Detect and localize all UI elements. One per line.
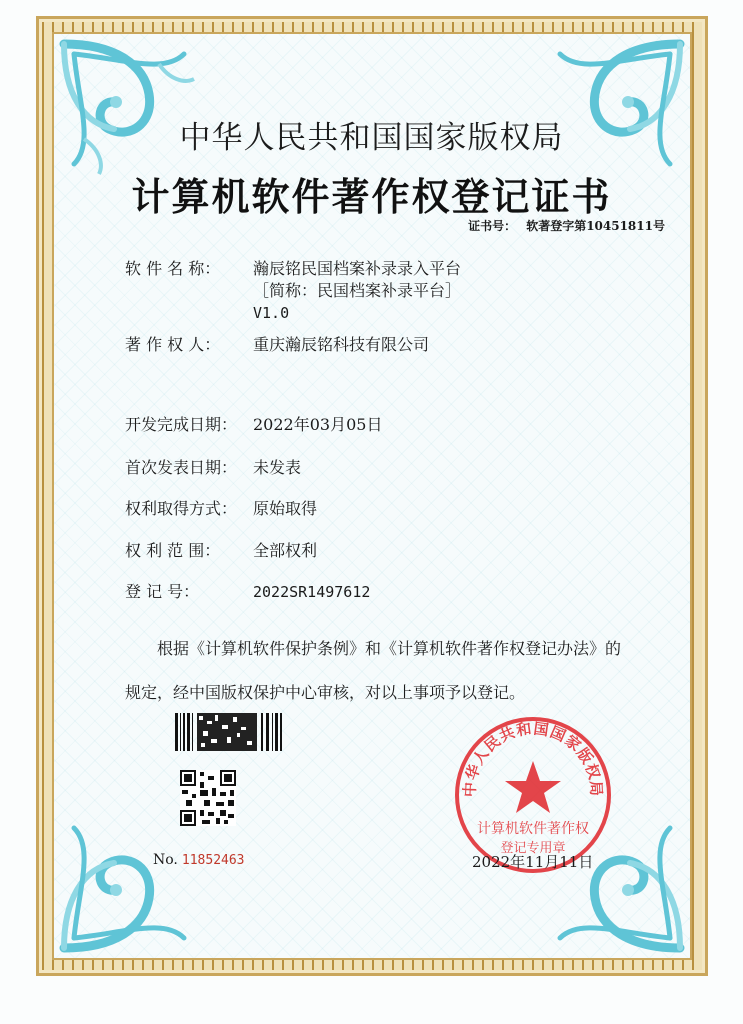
field-key: 开发完成日期： (125, 415, 238, 434)
field-rights-scope (125, 538, 317, 561)
serial-number (153, 852, 245, 868)
certificate-title: 计算机软件著作权登记证书 (131, 174, 612, 219)
qr-code (180, 770, 236, 826)
field-value-group (253, 258, 461, 324)
barcode (175, 713, 283, 751)
field-key: 权 利 范 围： (125, 541, 221, 560)
rights-scope-value: 全部权利 (253, 541, 318, 560)
certificate-number-label: 证书号： (468, 219, 517, 233)
certificate-number (468, 217, 665, 234)
field-key: 软 件 名 称： (125, 259, 221, 278)
software-name-value: 瀚辰铭民国档案补录录入平台 (253, 259, 462, 278)
field-key: 权利取得方式： (125, 499, 238, 518)
copyright-owner-value: 重庆瀚辰铭科技有限公司 (253, 335, 430, 354)
acquisition-method-value: 原始取得 (253, 499, 318, 518)
certificate-number-value: 软著登字第10451811号 (526, 219, 665, 233)
corner-ornament-top-left (54, 34, 204, 184)
field-development-date (125, 412, 382, 435)
software-version-value: V1.0 (253, 304, 290, 322)
field-key: 首次发表日期： (125, 458, 238, 477)
field-acquisition-method (125, 496, 317, 519)
seal-line-2: 登记专用章 (500, 841, 566, 856)
field-first-publish-date (125, 455, 301, 478)
first-publish-date-value: 未发表 (253, 458, 302, 477)
field-registration-number (125, 579, 370, 602)
registration-number-value: 2022SR1497612 (253, 583, 371, 601)
seal-line-1: 计算机软件著作权 (477, 821, 589, 837)
field-key: 著 作 权 人： (125, 335, 221, 354)
field-software-name (125, 258, 461, 324)
issuing-authority: 中华人民共和国国家版权局 (179, 120, 564, 156)
issue-date: 2022年11月11日 (472, 853, 594, 871)
statement-line-1: 根据《计算机软件保护条例》和《计算机软件著作权登记办法》的 (157, 639, 622, 658)
serial-number-value: 11852463 (181, 853, 245, 868)
registration-statement (125, 627, 685, 715)
statement-line-2: 规定，经中国版权保护中心审核，对以上事项予以登记。 (125, 683, 526, 702)
corner-ornament-top-right (540, 34, 690, 184)
development-date-value: 2022年03月05日 (253, 415, 383, 434)
serial-number-label: No. (153, 852, 178, 868)
software-short-name-value: ［简称：民国档案补录平台］ (253, 281, 462, 300)
corner-ornament-bottom-left (54, 808, 204, 958)
seal-outer-text: 中华人民共和国国家版权局 (460, 719, 606, 798)
field-key: 登 记 号： (125, 582, 200, 601)
field-copyright-owner (125, 332, 429, 355)
